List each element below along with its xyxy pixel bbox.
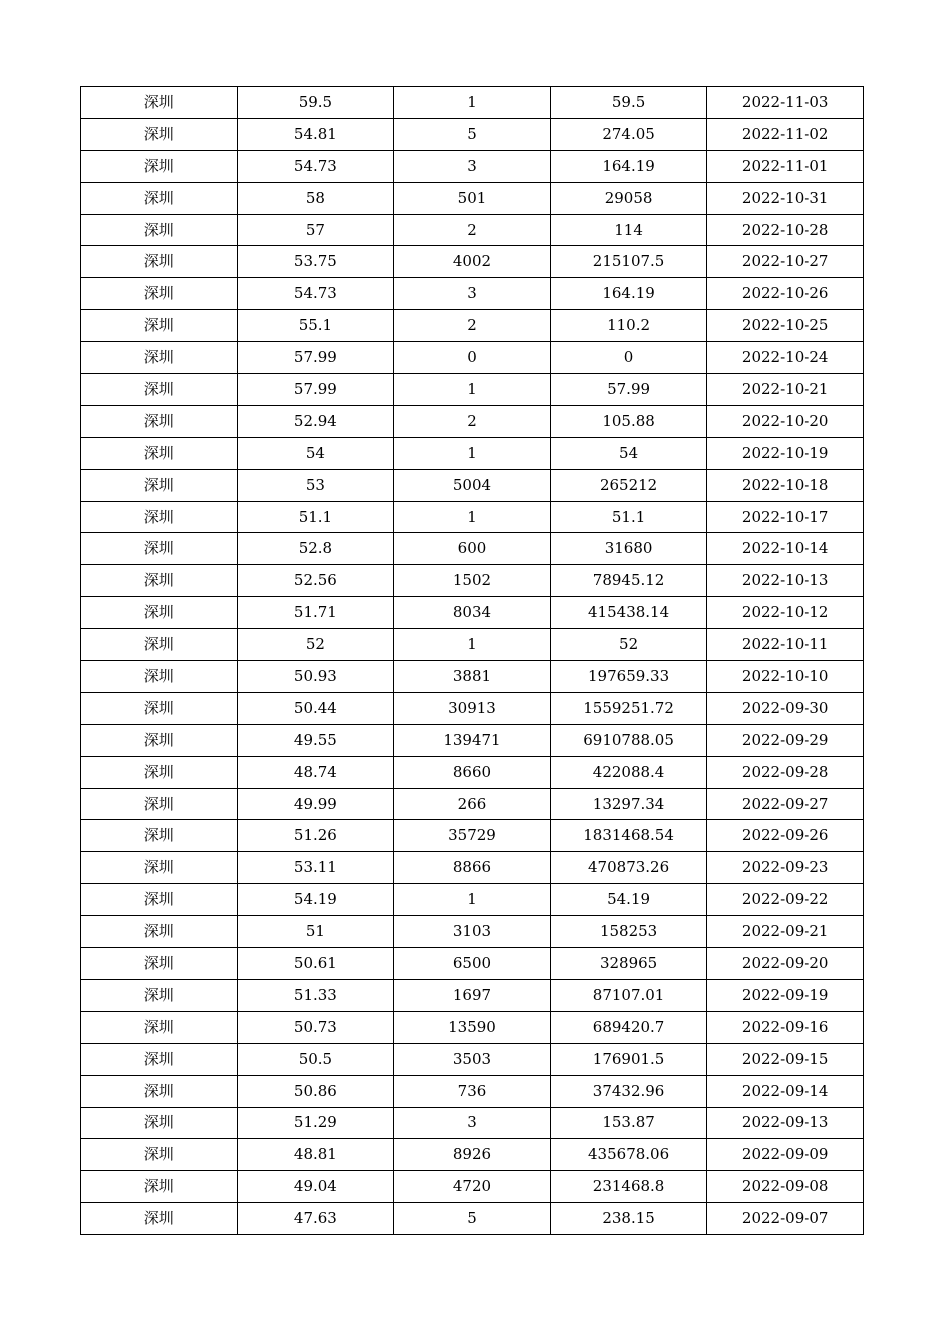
table-row [81, 1043, 864, 1075]
amount-cell: 51.1 [550, 501, 707, 533]
city-cell: 深圳 [81, 1107, 238, 1139]
amount-cell: 153.87 [550, 1107, 707, 1139]
city-cell: 深圳 [81, 692, 238, 724]
volume-cell: 139471 [394, 724, 551, 756]
city-cell: 深圳 [81, 1043, 238, 1075]
table-row [81, 310, 864, 342]
volume-cell: 30913 [394, 692, 551, 724]
date-cell: 2022-09-19 [707, 979, 864, 1011]
volume-cell: 8866 [394, 852, 551, 884]
date-cell: 2022-11-02 [707, 118, 864, 150]
price-cell: 54.73 [237, 278, 394, 310]
price-cell: 48.74 [237, 756, 394, 788]
date-cell: 2022-10-21 [707, 374, 864, 406]
amount-cell: 176901.5 [550, 1043, 707, 1075]
date-cell: 2022-10-26 [707, 278, 864, 310]
city-cell: 深圳 [81, 405, 238, 437]
date-cell: 2022-09-14 [707, 1075, 864, 1107]
table-row [81, 437, 864, 469]
volume-cell: 6500 [394, 948, 551, 980]
table-row [81, 246, 864, 278]
city-cell: 深圳 [81, 820, 238, 852]
table-row [81, 214, 864, 246]
amount-cell: 238.15 [550, 1203, 707, 1235]
city-cell: 深圳 [81, 979, 238, 1011]
table-row [81, 724, 864, 756]
price-cell: 49.55 [237, 724, 394, 756]
price-cell: 50.5 [237, 1043, 394, 1075]
date-cell: 2022-09-23 [707, 852, 864, 884]
amount-cell: 57.99 [550, 374, 707, 406]
date-cell: 2022-09-21 [707, 916, 864, 948]
table-row [81, 342, 864, 374]
amount-cell: 328965 [550, 948, 707, 980]
volume-cell: 3503 [394, 1043, 551, 1075]
city-cell: 深圳 [81, 501, 238, 533]
date-cell: 2022-09-27 [707, 788, 864, 820]
table-row [81, 278, 864, 310]
date-cell: 2022-09-28 [707, 756, 864, 788]
date-cell: 2022-09-22 [707, 884, 864, 916]
amount-cell: 415438.14 [550, 597, 707, 629]
date-cell: 2022-10-14 [707, 533, 864, 565]
table-row [81, 1107, 864, 1139]
amount-cell: 689420.7 [550, 1011, 707, 1043]
volume-cell: 4002 [394, 246, 551, 278]
date-cell: 2022-10-31 [707, 182, 864, 214]
table-row [81, 820, 864, 852]
table-row [81, 661, 864, 693]
city-cell: 深圳 [81, 278, 238, 310]
volume-cell: 1 [394, 374, 551, 406]
table-row [81, 565, 864, 597]
price-cell: 54.73 [237, 150, 394, 182]
price-cell: 54.19 [237, 884, 394, 916]
table-row [81, 852, 864, 884]
table-row [81, 629, 864, 661]
trade-records-table [80, 86, 864, 1235]
date-cell: 2022-09-09 [707, 1139, 864, 1171]
volume-cell: 13590 [394, 1011, 551, 1043]
amount-cell: 105.88 [550, 405, 707, 437]
city-cell: 深圳 [81, 724, 238, 756]
table-row [81, 405, 864, 437]
city-cell: 深圳 [81, 437, 238, 469]
city-cell: 深圳 [81, 852, 238, 884]
amount-cell: 470873.26 [550, 852, 707, 884]
volume-cell: 35729 [394, 820, 551, 852]
price-cell: 53 [237, 469, 394, 501]
date-cell: 2022-10-11 [707, 629, 864, 661]
table-row [81, 1139, 864, 1171]
table-row [81, 692, 864, 724]
city-cell: 深圳 [81, 118, 238, 150]
price-cell: 51.33 [237, 979, 394, 1011]
amount-cell: 215107.5 [550, 246, 707, 278]
city-cell: 深圳 [81, 597, 238, 629]
volume-cell: 8926 [394, 1139, 551, 1171]
table-row [81, 1075, 864, 1107]
amount-cell: 6910788.05 [550, 724, 707, 756]
date-cell: 2022-11-03 [707, 87, 864, 119]
city-cell: 深圳 [81, 1171, 238, 1203]
table-row [81, 597, 864, 629]
city-cell: 深圳 [81, 214, 238, 246]
city-cell: 深圳 [81, 788, 238, 820]
amount-cell: 31680 [550, 533, 707, 565]
date-cell: 2022-11-01 [707, 150, 864, 182]
table-row [81, 182, 864, 214]
price-cell: 50.93 [237, 661, 394, 693]
amount-cell: 13297.34 [550, 788, 707, 820]
city-cell: 深圳 [81, 884, 238, 916]
city-cell: 深圳 [81, 1011, 238, 1043]
date-cell: 2022-09-26 [707, 820, 864, 852]
table-row [81, 884, 864, 916]
amount-cell: 87107.01 [550, 979, 707, 1011]
volume-cell: 1697 [394, 979, 551, 1011]
price-cell: 57 [237, 214, 394, 246]
city-cell: 深圳 [81, 374, 238, 406]
city-cell: 深圳 [81, 1203, 238, 1235]
city-cell: 深圳 [81, 756, 238, 788]
price-cell: 48.81 [237, 1139, 394, 1171]
price-cell: 57.99 [237, 374, 394, 406]
table-row [81, 1203, 864, 1235]
table-row [81, 87, 864, 119]
volume-cell: 2 [394, 405, 551, 437]
amount-cell: 158253 [550, 916, 707, 948]
table-row [81, 533, 864, 565]
price-cell: 53.75 [237, 246, 394, 278]
table-row [81, 756, 864, 788]
amount-cell: 54 [550, 437, 707, 469]
amount-cell: 274.05 [550, 118, 707, 150]
amount-cell: 1559251.72 [550, 692, 707, 724]
amount-cell: 110.2 [550, 310, 707, 342]
volume-cell: 1 [394, 437, 551, 469]
date-cell: 2022-09-30 [707, 692, 864, 724]
date-cell: 2022-10-10 [707, 661, 864, 693]
city-cell: 深圳 [81, 565, 238, 597]
price-cell: 53.11 [237, 852, 394, 884]
date-cell: 2022-09-08 [707, 1171, 864, 1203]
price-cell: 51.29 [237, 1107, 394, 1139]
amount-cell: 54.19 [550, 884, 707, 916]
volume-cell: 8034 [394, 597, 551, 629]
table-row [81, 150, 864, 182]
date-cell: 2022-09-07 [707, 1203, 864, 1235]
volume-cell: 4720 [394, 1171, 551, 1203]
date-cell: 2022-10-20 [707, 405, 864, 437]
date-cell: 2022-10-18 [707, 469, 864, 501]
volume-cell: 266 [394, 788, 551, 820]
date-cell: 2022-10-12 [707, 597, 864, 629]
price-cell: 50.86 [237, 1075, 394, 1107]
amount-cell: 164.19 [550, 150, 707, 182]
city-cell: 深圳 [81, 533, 238, 565]
volume-cell: 3 [394, 150, 551, 182]
price-cell: 49.04 [237, 1171, 394, 1203]
price-cell: 52.8 [237, 533, 394, 565]
city-cell: 深圳 [81, 916, 238, 948]
volume-cell: 1 [394, 501, 551, 533]
city-cell: 深圳 [81, 629, 238, 661]
date-cell: 2022-10-27 [707, 246, 864, 278]
date-cell: 2022-10-25 [707, 310, 864, 342]
price-cell: 50.44 [237, 692, 394, 724]
city-cell: 深圳 [81, 310, 238, 342]
date-cell: 2022-09-16 [707, 1011, 864, 1043]
city-cell: 深圳 [81, 1075, 238, 1107]
date-cell: 2022-10-19 [707, 437, 864, 469]
date-cell: 2022-09-29 [707, 724, 864, 756]
amount-cell: 0 [550, 342, 707, 374]
volume-cell: 0 [394, 342, 551, 374]
city-cell: 深圳 [81, 182, 238, 214]
table-row [81, 469, 864, 501]
price-cell: 59.5 [237, 87, 394, 119]
volume-cell: 3103 [394, 916, 551, 948]
amount-cell: 59.5 [550, 87, 707, 119]
table-row [81, 374, 864, 406]
price-cell: 52.56 [237, 565, 394, 597]
volume-cell: 1 [394, 884, 551, 916]
price-cell: 51.26 [237, 820, 394, 852]
table-row [81, 118, 864, 150]
volume-cell: 2 [394, 214, 551, 246]
price-cell: 54 [237, 437, 394, 469]
table-row [81, 948, 864, 980]
table-row [81, 979, 864, 1011]
price-cell: 57.99 [237, 342, 394, 374]
city-cell: 深圳 [81, 1139, 238, 1171]
volume-cell: 5004 [394, 469, 551, 501]
table-row [81, 1171, 864, 1203]
table-body [81, 87, 864, 1235]
volume-cell: 501 [394, 182, 551, 214]
amount-cell: 29058 [550, 182, 707, 214]
price-cell: 52 [237, 629, 394, 661]
price-cell: 47.63 [237, 1203, 394, 1235]
amount-cell: 114 [550, 214, 707, 246]
volume-cell: 3881 [394, 661, 551, 693]
city-cell: 深圳 [81, 948, 238, 980]
volume-cell: 1 [394, 629, 551, 661]
volume-cell: 5 [394, 1203, 551, 1235]
city-cell: 深圳 [81, 87, 238, 119]
price-cell: 50.61 [237, 948, 394, 980]
date-cell: 2022-10-13 [707, 565, 864, 597]
city-cell: 深圳 [81, 661, 238, 693]
volume-cell: 3 [394, 278, 551, 310]
amount-cell: 52 [550, 629, 707, 661]
volume-cell: 1502 [394, 565, 551, 597]
table-row [81, 1011, 864, 1043]
volume-cell: 736 [394, 1075, 551, 1107]
volume-cell: 5 [394, 118, 551, 150]
price-cell: 54.81 [237, 118, 394, 150]
table-row [81, 788, 864, 820]
amount-cell: 1831468.54 [550, 820, 707, 852]
price-cell: 51 [237, 916, 394, 948]
date-cell: 2022-10-28 [707, 214, 864, 246]
volume-cell: 600 [394, 533, 551, 565]
date-cell: 2022-09-15 [707, 1043, 864, 1075]
price-cell: 49.99 [237, 788, 394, 820]
city-cell: 深圳 [81, 246, 238, 278]
price-cell: 51.71 [237, 597, 394, 629]
volume-cell: 3 [394, 1107, 551, 1139]
city-cell: 深圳 [81, 150, 238, 182]
date-cell: 2022-09-13 [707, 1107, 864, 1139]
table-row [81, 916, 864, 948]
amount-cell: 435678.06 [550, 1139, 707, 1171]
price-cell: 50.73 [237, 1011, 394, 1043]
volume-cell: 1 [394, 87, 551, 119]
price-cell: 58 [237, 182, 394, 214]
amount-cell: 164.19 [550, 278, 707, 310]
table-row [81, 501, 864, 533]
volume-cell: 2 [394, 310, 551, 342]
amount-cell: 78945.12 [550, 565, 707, 597]
amount-cell: 197659.33 [550, 661, 707, 693]
city-cell: 深圳 [81, 342, 238, 374]
price-cell: 55.1 [237, 310, 394, 342]
price-cell: 52.94 [237, 405, 394, 437]
amount-cell: 37432.96 [550, 1075, 707, 1107]
date-cell: 2022-09-20 [707, 948, 864, 980]
date-cell: 2022-10-17 [707, 501, 864, 533]
amount-cell: 265212 [550, 469, 707, 501]
date-cell: 2022-10-24 [707, 342, 864, 374]
amount-cell: 422088.4 [550, 756, 707, 788]
city-cell: 深圳 [81, 469, 238, 501]
volume-cell: 8660 [394, 756, 551, 788]
price-cell: 51.1 [237, 501, 394, 533]
amount-cell: 231468.8 [550, 1171, 707, 1203]
